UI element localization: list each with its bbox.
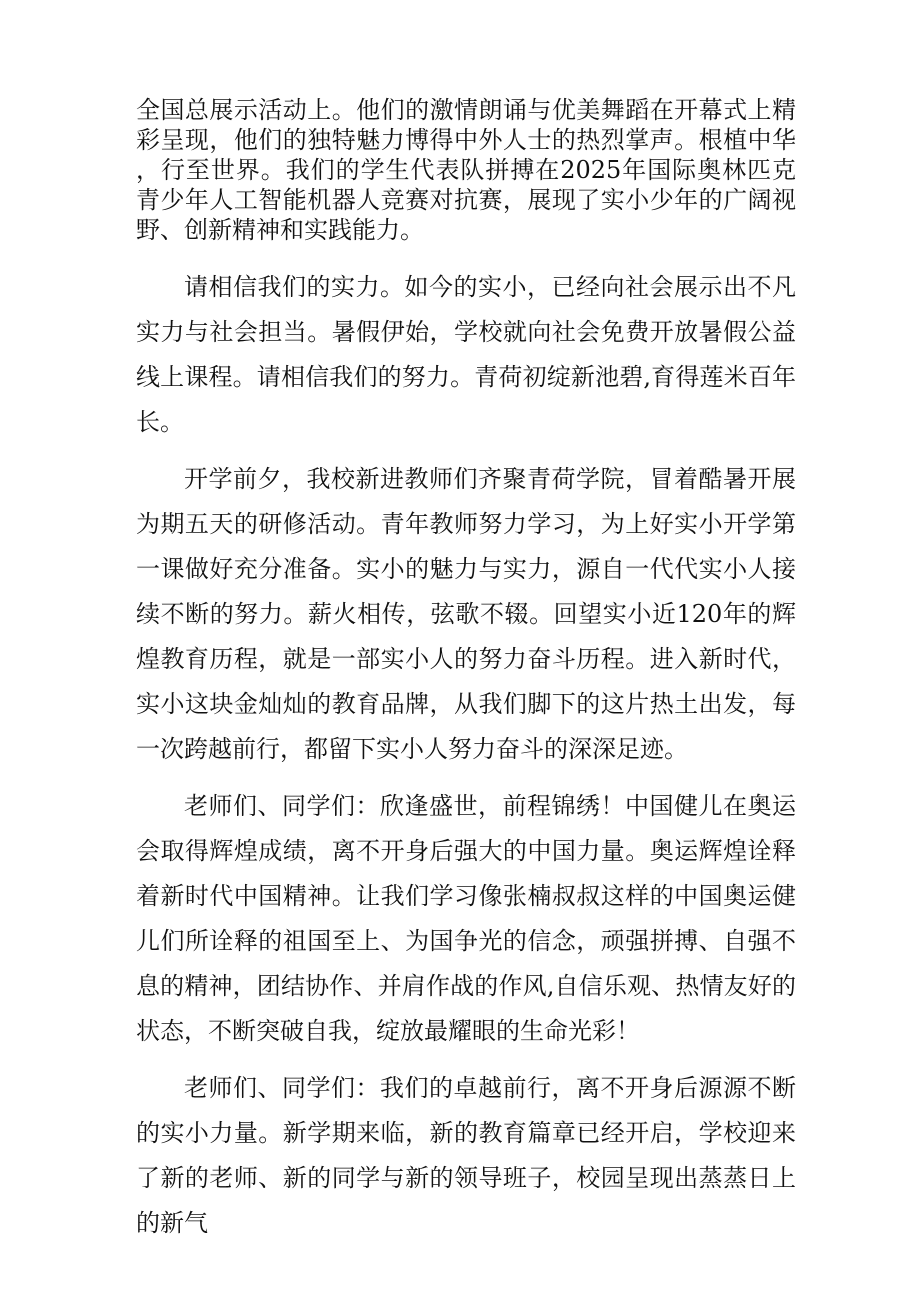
paragraph-1: 全国总展示活动上。他们的激情朗诵与优美舞蹈在开幕式上精彩呈现，他们的独特魅力博得中外人士的热烈掌声。根植中华，行至世界。我们的学生代表队拼搏在2025年国际奥林匹克青少年人工智能机器人竞赛对抗赛，展现了实小少年的广阔视野、创新精神和实践能力。 bbox=[136, 96, 796, 244]
paragraph-3: 开学前夕，我校新进教师们齐聚青荷学院，冒着酷暑开展为期五天的研修活动。青年教师努力学习，为上好实小开学第一课做好充分准备。实小的魅力与实力，源自一代代实小人接续不断的努力。薪火相传，弦歌不辍。回望实小近120年的辉煌教育历程，就是一部实小人的努力奋斗历程。进入新时代，实小这块金灿灿的教育品牌，从我们脚下的这片热土出发，每一次跨越前行，都留下实小人努力奋斗的深深足迹。 bbox=[136, 465, 796, 763]
document-body bbox=[136, 95, 796, 1258]
paragraph-5: 老师们、同学们：我们的卓越前行，离不开身后源源不断的实小力量。新学期来临，新的教育篇章已经开启，学校迎来了新的老师、新的同学与新的领导班子，校园呈现出蒸蒸日上的新气 bbox=[136, 1074, 796, 1237]
paragraph-2: 请相信我们的实力。如今的实小，已经向社会展示出不凡实力与社会担当。暑假伊始，学校就向社会免费开放暑假公益线上课程。请相信我们的努力。青荷初绽新池碧,育得莲米百年长。 bbox=[136, 273, 796, 436]
paragraph-4: 老师们、同学们：欣逢盛世，前程锦绣！中国健儿在奥运会取得辉煌成绩，离不开身后强大的中国力量。奥运辉煌诠释着新时代中国精神。让我们学习像张楠叔叔这样的中国奥运健儿们所诠释的祖国至上、为国争光的信念，顽强拼搏、自强不息的精神，团结协作、并肩作战的作风,自信乐观、热情友好的状态，不断突破自我，绽放最耀眼的生命光彩！ bbox=[136, 792, 796, 1045]
